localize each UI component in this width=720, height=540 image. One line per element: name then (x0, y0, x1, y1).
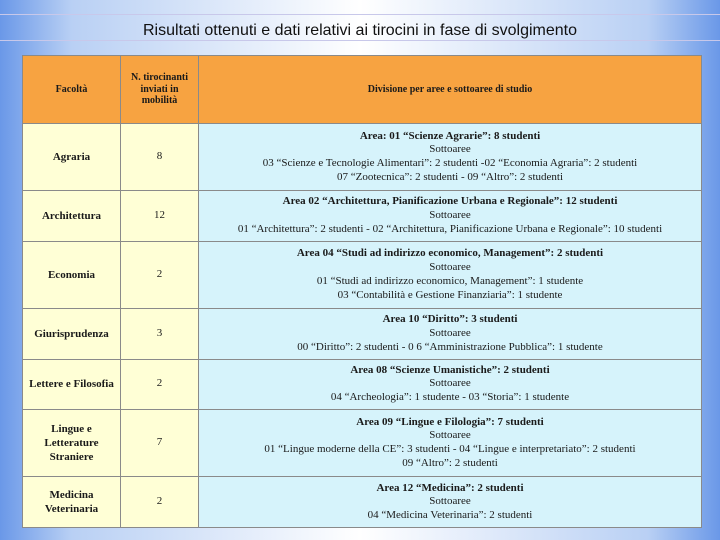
subarea-label: Sottoaree (429, 261, 471, 274)
page-title: Risultati ottenuti e dati relativi ai tirocini in fase di svolgimento (143, 22, 577, 39)
subarea-detail: 07 “Zootecnica”: 2 studenti - 09 “Altro”: 2 studenti (336, 170, 564, 183)
division-cell (199, 191, 702, 242)
subarea-detail: 03 “Scienze e Tecnologie Alimentari”: 2 studenti -02 “Economia Agraria”: 2 studenti (262, 157, 638, 170)
table-row (23, 410, 702, 477)
subarea-label: Sottoaree (429, 495, 471, 508)
subarea-label: Sottoaree (429, 326, 471, 339)
faculty-cell: Architettura (23, 191, 121, 242)
faculty-cell: Lingue e Letterature Straniere (23, 410, 121, 477)
subarea-detail: 03 “Contabilità e Gestione Finanziaria”: 1 studente (337, 288, 563, 301)
student-count-cell: 2 (121, 477, 199, 528)
table-row (23, 477, 702, 528)
table-row (23, 241, 702, 308)
subarea-label: Sottoaree (429, 429, 471, 442)
top-rule-1 (0, 14, 720, 15)
subarea-detail: 00 “Diritto”: 2 studenti - 0 6 “Amministrazione Pubblica”: 1 studente (297, 340, 603, 353)
area-heading: Area 09 “Lingue e Filologia”: 7 studenti (356, 415, 544, 428)
subarea-detail: 09 “Altro”: 2 studenti (402, 456, 498, 469)
header-count: N. tirocinanti inviati in mobilità (121, 56, 199, 124)
faculty-cell: Lettere e Filosofia (23, 359, 121, 410)
table-row (23, 124, 702, 191)
table-row (23, 308, 702, 359)
subarea-label: Sottoaree (429, 209, 471, 222)
division-cell (199, 308, 702, 359)
subarea-detail: 01 “Architettura”: 2 studenti - 02 “Architettura, Pianificazione Urbana e Regionale”: 10 studenti (237, 222, 663, 235)
subarea-detail: 04 “Archeologia”: 1 studente - 03 “Storia”: 1 studente (330, 391, 570, 404)
subarea-detail: 01 “Lingue moderne della CE”: 3 studenti - 04 “Lingue e interpretariato”: 2 studenti (264, 443, 636, 456)
student-count-cell: 8 (121, 124, 199, 191)
division-cell (199, 410, 702, 477)
area-heading: Area: 01 “Scienze Agrarie”: 8 studenti (359, 129, 541, 142)
top-rule-2 (0, 40, 720, 41)
faculty-cell: Agraria (23, 124, 121, 191)
student-count-cell: 2 (121, 241, 199, 308)
division-cell (199, 124, 702, 191)
table-row (23, 359, 702, 410)
area-heading: Area 02 “Architettura, Pianificazione Urbana e Regionale”: 12 studenti (282, 195, 618, 208)
student-count-cell: 7 (121, 410, 199, 477)
header-division: Divisione per aree e sottoaree di studio (199, 56, 702, 124)
area-heading: Area 10 “Diritto”: 3 studenti (382, 313, 518, 326)
student-count-cell: 3 (121, 308, 199, 359)
internship-table (22, 55, 702, 528)
faculty-cell: Medicina Veterinaria (23, 477, 121, 528)
student-count-cell: 2 (121, 359, 199, 410)
subarea-label: Sottoaree (429, 377, 471, 390)
area-heading: Area 12 “Medicina”: 2 studenti (376, 481, 524, 494)
faculty-cell: Giurisprudenza (23, 308, 121, 359)
subarea-detail: 04 “Medicina Veterinaria”: 2 studenti (367, 509, 533, 522)
header-faculty: Facoltà (23, 56, 121, 124)
table-header-row (23, 56, 702, 124)
division-cell (199, 359, 702, 410)
student-count-cell: 12 (121, 191, 199, 242)
division-cell (199, 241, 702, 308)
area-heading: Area 04 “Studi ad indirizzo economico, Management”: 2 studenti (296, 247, 604, 260)
subarea-detail: 01 “Studi ad indirizzo economico, Management”: 1 studente (316, 274, 584, 287)
subarea-label: Sottoaree (429, 143, 471, 156)
division-cell (199, 477, 702, 528)
faculty-cell: Economia (23, 241, 121, 308)
table-row (23, 191, 702, 242)
area-heading: Area 08 “Scienze Umanistiche”: 2 studenti (350, 363, 550, 376)
